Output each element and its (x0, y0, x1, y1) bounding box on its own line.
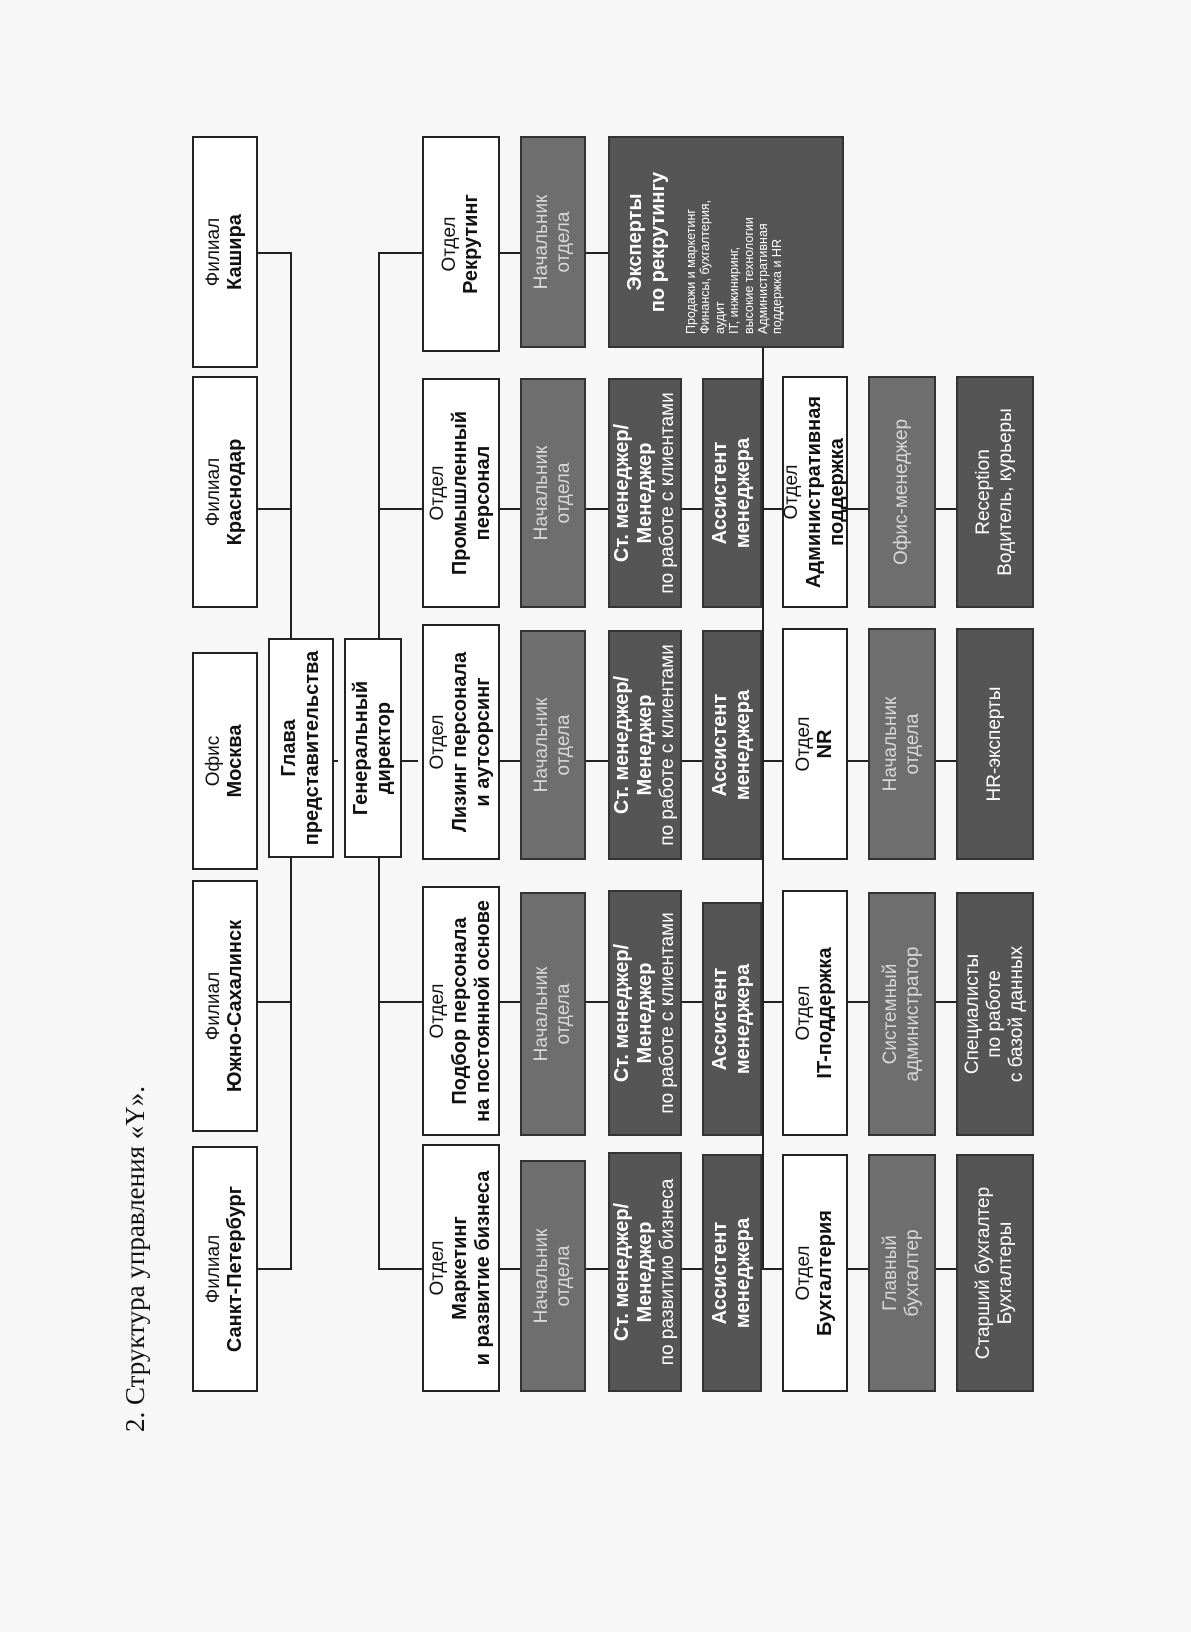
support-name1: Административная (802, 395, 825, 589)
connector (500, 252, 520, 254)
connector (256, 1001, 290, 1003)
ceo-line1: Генеральный (350, 680, 372, 816)
support-head-box (868, 1154, 936, 1392)
connector (682, 760, 702, 762)
manager-line1: Ст. менеджер/ (611, 943, 634, 1083)
connector (848, 508, 868, 510)
branch-name: Санкт-Петербург (224, 1185, 247, 1353)
assistant-line2: менеджера (732, 689, 754, 801)
branch-box (192, 880, 258, 1132)
connector (256, 1268, 290, 1270)
department-prefix: Отдел (427, 1240, 449, 1296)
connector (936, 760, 956, 762)
support-head-box (868, 376, 936, 608)
support-name: IT-поддержка (814, 947, 837, 1079)
assistant-line2: менеджера (732, 963, 754, 1075)
connector (936, 1268, 956, 1270)
branch-prefix: Филиал (202, 1234, 224, 1304)
assistant-line2: менеджера (732, 437, 754, 549)
assistant-box (702, 378, 762, 608)
experts-item: высокие технологии (741, 217, 756, 334)
connector (500, 1268, 520, 1270)
connector (682, 1001, 702, 1003)
experts-item: IT, инжиниринг, (727, 246, 742, 334)
connector (936, 508, 956, 510)
support-head-line1: Главный (880, 1235, 902, 1311)
department-head-line1: Начальник (531, 697, 553, 793)
ceo-box (344, 638, 402, 858)
connector (936, 1001, 956, 1003)
support-department-box (782, 890, 848, 1136)
support-staff-box (956, 376, 1034, 608)
department-head-line1: Начальник (531, 1228, 553, 1324)
experts-item: Финансы, бухгалтерия, (698, 199, 713, 334)
branch-prefix: Филиал (202, 217, 224, 287)
support-staff-line3: с базой данных (1005, 945, 1027, 1083)
manager-line1: Ст. менеджер/ (611, 423, 634, 563)
department-box (422, 1144, 500, 1392)
connector (586, 252, 608, 254)
support-staff-box (956, 892, 1034, 1136)
support-name: NR (814, 729, 837, 759)
connector (586, 508, 608, 510)
department-name1: Рекрутинг (460, 194, 483, 294)
connector (500, 1001, 520, 1003)
department-box (422, 886, 500, 1136)
department-name1: Маркетинг (448, 1216, 471, 1320)
connector (378, 508, 422, 510)
experts-item: Продажи и маркетинг (684, 209, 698, 334)
department-name1: Лизинг персонала (448, 651, 471, 833)
manager-line2: Менеджер (634, 1221, 657, 1323)
department-head-line1: Начальник (531, 445, 553, 541)
connector (848, 1001, 868, 1003)
department-head-line2: отдела (553, 1245, 574, 1307)
branch-prefix: Филиал (202, 457, 224, 527)
manager-box (608, 890, 682, 1136)
manager-line1: Ст. менеджер/ (611, 675, 634, 815)
connector (500, 760, 520, 762)
assistant-box (702, 1154, 762, 1392)
department-head-line2: отдела (553, 462, 574, 524)
connector (256, 508, 290, 510)
branch-name: Кашира (224, 214, 247, 290)
department-box (422, 136, 500, 352)
connector (848, 1268, 868, 1270)
assistant-line1: Ассистент (709, 967, 731, 1071)
experts-item: аудит (712, 301, 727, 334)
connector (378, 252, 422, 254)
department-box (422, 378, 500, 608)
manager-box (608, 630, 682, 860)
assistant-line1: Ассистент (709, 441, 731, 545)
manager-line2: Менеджер (634, 442, 657, 544)
department-head-line1: Начальник (531, 194, 553, 290)
department-name1: Подбор персонала (448, 917, 471, 1105)
department-prefix: Отдел (427, 983, 449, 1039)
manager-line3: по работе с клиентами (657, 392, 679, 594)
manager-box (608, 1152, 682, 1392)
recruiting-experts-box (608, 136, 844, 348)
manager-line3: по работе с клиентами (657, 912, 679, 1114)
branch-box (192, 652, 258, 870)
support-staff-line2: по работе (984, 970, 1006, 1058)
support-staff-line2: Бухгалтеры (995, 1221, 1016, 1325)
department-head-box (520, 630, 586, 860)
branch-name: Москва (224, 724, 247, 798)
department-name2: на постоянной основе (471, 900, 494, 1122)
support-staff-box (956, 628, 1034, 860)
connector (682, 508, 702, 510)
department-prefix: Отдел (438, 216, 460, 272)
experts-line2: по рекрутингу (647, 171, 669, 313)
support-staff-box (956, 1154, 1034, 1392)
branch-prefix: Филиал (202, 971, 224, 1041)
manager-line3: по работе с клиентами (657, 644, 679, 846)
support-head-line2: администратор (902, 946, 923, 1082)
manager-line2: Менеджер (634, 694, 657, 796)
branch-box (192, 376, 258, 608)
head-of-representation-box (268, 638, 334, 858)
support-head-box (868, 628, 936, 860)
support-prefix: Отдел (781, 464, 803, 520)
support-name: Бухгалтерия (814, 1210, 837, 1336)
department-box (422, 624, 500, 860)
department-name2: и аутсорсинг (471, 677, 494, 807)
connector (586, 1001, 608, 1003)
branch-box (192, 136, 258, 368)
department-name1: Промышленный (448, 410, 471, 576)
connector (762, 760, 782, 762)
department-head-box (520, 136, 586, 348)
department-head-line2: отдела (553, 211, 574, 273)
assistant-box (702, 902, 762, 1136)
manager-line2: Менеджер (634, 962, 657, 1064)
assistant-line2: менеджера (732, 1217, 754, 1329)
connector (378, 1001, 422, 1003)
assistant-line1: Ассистент (709, 1221, 731, 1325)
branch-prefix: Офис (202, 735, 224, 787)
support-staff-line1: Старший бухгалтер (973, 1186, 995, 1360)
support-head-line2: бухгалтер (902, 1229, 923, 1317)
support-staff-line1: Reception (973, 449, 995, 535)
support-head-line2: отдела (902, 713, 923, 775)
department-head-line2: отдела (553, 983, 574, 1045)
department-head-box (520, 892, 586, 1136)
branch-name: Южно-Сахалинск (224, 919, 247, 1093)
support-department-box (782, 1154, 848, 1392)
support-head-line1: Офис-менеджер (891, 418, 913, 566)
department-head-line1: Начальник (531, 966, 553, 1062)
experts-item: Административная (755, 223, 770, 334)
department-head-box (520, 378, 586, 608)
department-prefix: Отдел (427, 465, 449, 521)
department-prefix: Отдел (427, 714, 449, 770)
support-department-box (782, 376, 848, 608)
head-line2: представительства (301, 650, 323, 846)
department-head-line2: отдела (553, 714, 574, 776)
connector (256, 252, 290, 254)
page-title: 2. Структура управления «Y». (120, 1086, 150, 1432)
support-prefix: Отдел (792, 985, 814, 1041)
connector (586, 760, 608, 762)
head-line1: Глава (278, 719, 300, 777)
support-prefix: Отдел (792, 1245, 814, 1301)
support-staff-line2: Водитель, курьеры (995, 408, 1016, 576)
experts-item: поддержка и HR (770, 239, 785, 334)
department-name2: и развитие бизнеса (471, 1170, 494, 1366)
manager-box (608, 378, 682, 608)
experts-line1: Эксперты (624, 193, 646, 291)
branch-name: Краснодар (224, 438, 247, 546)
manager-line1: Ст. менеджер/ (611, 1202, 634, 1342)
department-head-box (520, 1160, 586, 1392)
support-staff-line1: HR-эксперты (984, 686, 1006, 802)
department-name2: персонал (471, 445, 494, 541)
support-head-line1: Системный (880, 963, 902, 1065)
connector (682, 1268, 702, 1270)
manager-line3: по развитию бизнеса (657, 1178, 679, 1366)
support-prefix: Отдел (792, 716, 814, 772)
support-staff-line1: Специалисты (962, 953, 984, 1075)
ceo-line2: директор (373, 701, 395, 795)
connector (762, 1001, 782, 1003)
assistant-line1: Ассистент (709, 693, 731, 797)
connector (762, 1268, 782, 1270)
connector (586, 1268, 608, 1270)
connector (500, 508, 520, 510)
support-head-line1: Начальник (880, 696, 902, 792)
connector (378, 1268, 422, 1270)
assistant-box (702, 630, 762, 860)
support-head-box (868, 892, 936, 1136)
connector (762, 508, 782, 510)
support-name2: поддержка (825, 438, 848, 546)
branch-box (192, 1146, 258, 1392)
support-department-box (782, 628, 848, 860)
connector (848, 760, 868, 762)
